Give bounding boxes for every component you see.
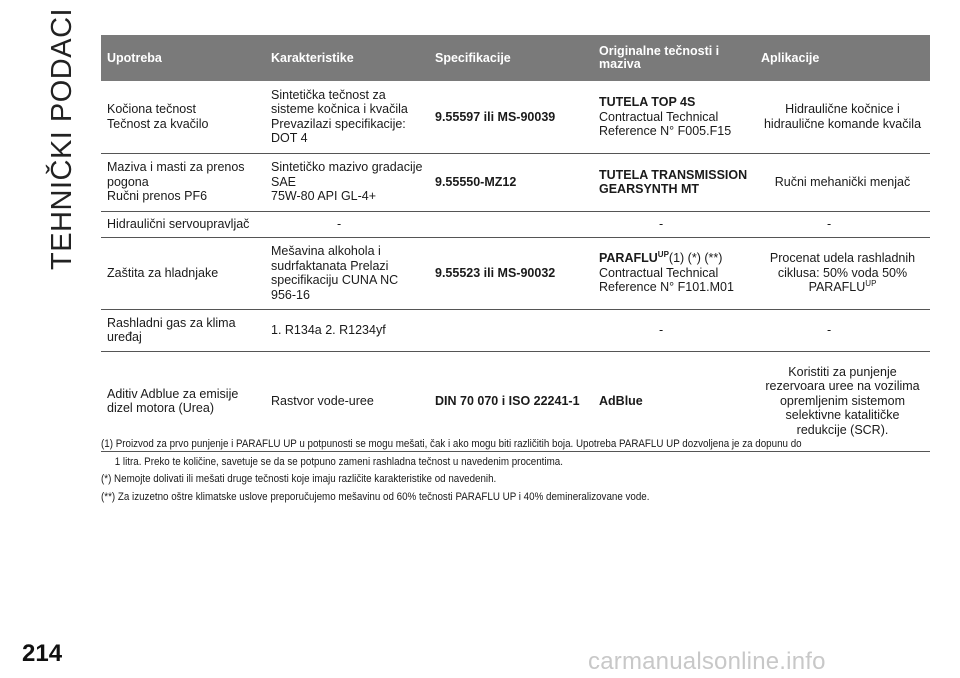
cell-specification: DIN 70 070 i ISO 22241-1 (429, 351, 593, 451)
header-usage: Upotreba (101, 35, 265, 81)
header-applications: Aplikacije (755, 35, 930, 81)
table-row (101, 309, 930, 351)
header-specifications: Specifikacije (429, 35, 593, 81)
footnotes (101, 436, 930, 506)
cell-application: Koristiti za punjenje rezervoara uree na vozilima opremljenim sistemom selektivne katalitičke redukcije (SCR). (755, 351, 930, 451)
cell-specification: 9.55550-MZ12 (429, 153, 593, 211)
fluids-table-container (101, 35, 930, 452)
page-number: 214 (22, 640, 63, 667)
cell-application (755, 237, 930, 309)
product-detail: Contractual Technical Reference N° F101.M01 (599, 265, 734, 295)
cell-characteristics (265, 153, 429, 211)
header-original-fluids: Originalne tečnosti i maziva (593, 35, 755, 81)
cell-specification (429, 309, 593, 351)
cell-application: - (755, 211, 930, 237)
product-name-line (599, 251, 749, 266)
cell-product: AdBlue (593, 351, 755, 451)
usage-text: Maziva i masti za prenos pogona Ručni prenos PF6 (107, 160, 245, 204)
cell-usage: Zaštita za hladnjake (101, 237, 265, 309)
fluids-table (101, 35, 930, 452)
cell-characteristics: Rastvor vode-uree (265, 351, 429, 451)
cell-usage: Aditiv Adblue za emisije dizel motora (Urea) (101, 351, 265, 451)
table-row (101, 237, 930, 309)
product-name-suffix: (1) (*) (**) (668, 251, 723, 266)
cell-specification (429, 211, 593, 237)
cell-application: - (755, 309, 930, 351)
header-characteristics: Karakteristike (265, 35, 429, 81)
table-row (101, 153, 930, 211)
table-row (101, 211, 930, 237)
product-name-sup: UP (657, 250, 669, 260)
characteristics-text: Sintetičko mazivo gradacije SAE 75W-80 API GL-4+ (271, 160, 423, 204)
product-name: PARAFLU (599, 251, 658, 266)
table-row (101, 81, 930, 153)
cell-usage: Hidraulični servoupravljač (101, 211, 265, 237)
cell-product: - (593, 309, 755, 351)
cell-usage: Rashladni gas za klima uređaj (101, 309, 265, 351)
cell-characteristics: 1. R134a 2. R1234yf (265, 309, 429, 351)
watermark-text: carmanualsonline.info (588, 648, 826, 675)
product-name: TUTELA TRANSMISSION GEARSYNTH MT (599, 167, 748, 196)
footnote-double-asterisk: (**) Za izuzetno oštre klimatske uslove preporučujemo mešavinu od 60% tečnosti PARAFLU UP i 40% demineralizovane vode. (101, 490, 650, 503)
product-detail: Contractual Technical Reference N° F005.F15 (599, 109, 732, 138)
section-title-text: TEHNIČKI PODACI (46, 7, 78, 270)
cell-usage (101, 153, 265, 211)
footnote-asterisk: (*) Nemojte dolivati ili mešati druge tečnosti koje imaju različite karakteristike od navedenih. (101, 473, 497, 485)
cell-characteristics: Sintetička tečnost za sisteme kočnica i kvačila Prevazilazi specifikacije: DOT 4 (265, 81, 429, 153)
footnote-1: (1) Proizvod za prvo punjenje i PARAFLU UP u potpunosti se mogu mešati, čak i ako mogu biti različitih boja. Upotreba PARAFLU UP dozvoljena je za dopunu do (101, 438, 802, 450)
cell-product (593, 81, 755, 153)
cell-product: - (593, 211, 755, 237)
cell-specification: 9.55523 ili MS-90032 (429, 237, 593, 309)
application-sup: UP (865, 279, 877, 289)
cell-application: Ručni mehanički menjač (755, 153, 930, 211)
section-title (46, 7, 86, 270)
product-name: TUTELA TOP 4S (599, 95, 696, 109)
cell-product (593, 153, 755, 211)
application-text: Procenat udela rashladnih ciklusa: 50% voda 50% PARAFLU (769, 251, 916, 295)
footnote-1-continuation: 1 litra. Preko te količine, savetuje se da se potpuno zameni rashladna tečnost u navedenim procentima. (114, 455, 563, 468)
cell-product (593, 237, 755, 309)
cell-characteristics: - (265, 211, 429, 237)
table-header-row (101, 35, 930, 81)
usage-text: Kočiona tečnost Tečnost za kvačilo (107, 102, 209, 131)
cell-application: Hidraulične kočnice i hidraulične komande kvačila (755, 81, 930, 153)
cell-usage (101, 81, 265, 153)
cell-specification: 9.55597 ili MS-90039 (429, 81, 593, 153)
cell-characteristics: Mešavina alkohola i sudrfaktanata Prelazi specifikaciju CUNA NC 956-16 (265, 237, 429, 309)
